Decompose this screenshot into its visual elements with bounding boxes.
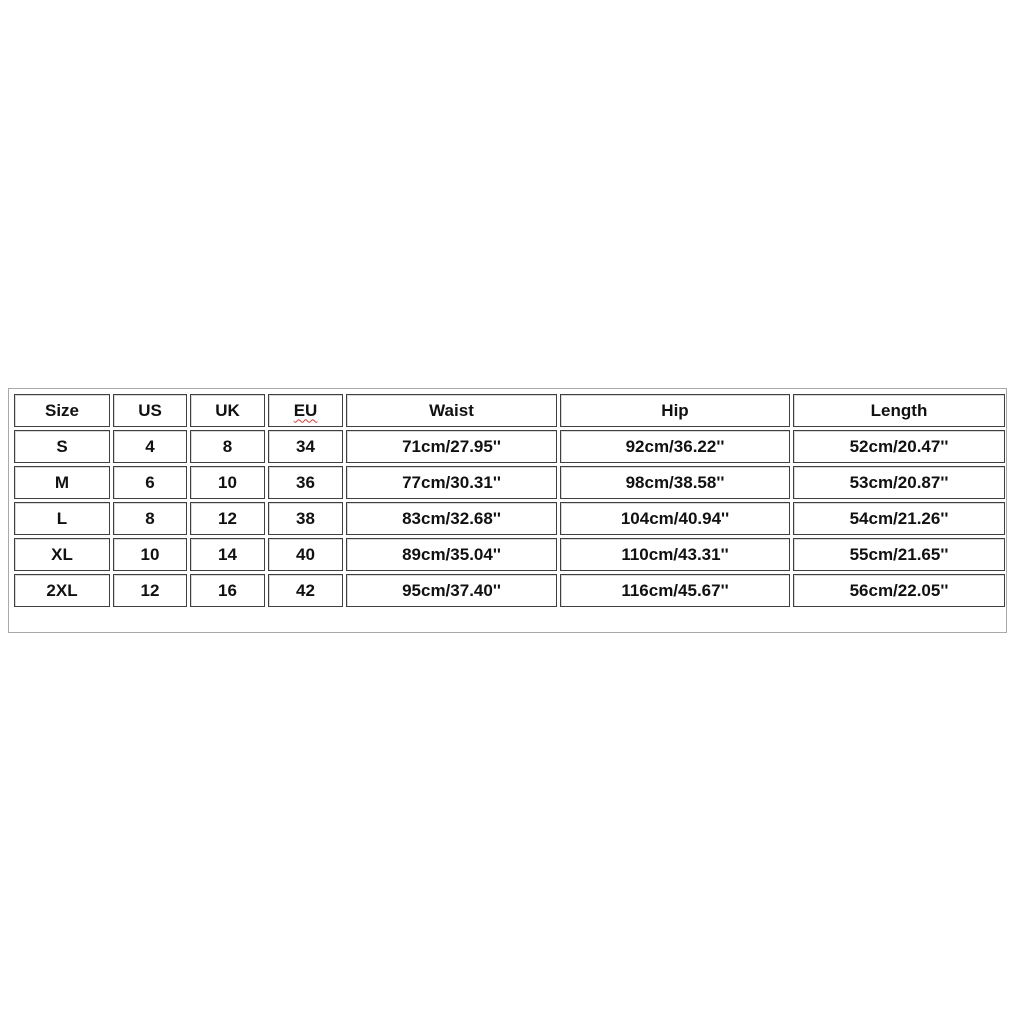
table-cell: 34 [268,430,343,463]
size-table [11,391,1008,610]
header-cell-length: Length [793,394,1005,427]
table-cell: 40 [268,538,343,571]
table-cell: 116cm/45.67'' [560,574,790,607]
table-cell: 38 [268,502,343,535]
table-cell: 104cm/40.94'' [560,502,790,535]
table-cell: 42 [268,574,343,607]
table-cell: 77cm/30.31'' [346,466,557,499]
table-cell: 110cm/43.31'' [560,538,790,571]
size-chart [8,388,1007,633]
table-cell: 36 [268,466,343,499]
header-cell-us: US [113,394,187,427]
table-cell: L [14,502,110,535]
table-cell: 89cm/35.04'' [346,538,557,571]
table-cell: 2XL [14,574,110,607]
header-cell-waist: Waist [346,394,557,427]
table-cell: 92cm/36.22'' [560,430,790,463]
header-cell-hip: Hip [560,394,790,427]
table-cell: 56cm/22.05'' [793,574,1005,607]
table-cell: 14 [190,538,265,571]
table-cell: 98cm/38.58'' [560,466,790,499]
table-cell: XL [14,538,110,571]
table-cell: 4 [113,430,187,463]
table-cell: 54cm/21.26'' [793,502,1005,535]
table-row [14,538,1005,571]
header-row [14,394,1005,427]
table-cell: 83cm/32.68'' [346,502,557,535]
table-cell: 55cm/21.65'' [793,538,1005,571]
table-cell: 16 [190,574,265,607]
table-cell: 10 [190,466,265,499]
table-cell: M [14,466,110,499]
table-cell: 12 [190,502,265,535]
table-cell: 53cm/20.87'' [793,466,1005,499]
table-row [14,466,1005,499]
table-row [14,502,1005,535]
table-row [14,430,1005,463]
table-row [14,574,1005,607]
header-label-eu: EU [293,400,318,420]
table-cell: 52cm/20.47'' [793,430,1005,463]
header-cell-uk: UK [190,394,265,427]
header-cell-eu [268,394,343,427]
table-cell: 8 [190,430,265,463]
table-cell: 10 [113,538,187,571]
table-cell: 71cm/27.95'' [346,430,557,463]
table-cell: 8 [113,502,187,535]
table-cell: S [14,430,110,463]
table-cell: 95cm/37.40'' [346,574,557,607]
table-cell: 12 [113,574,187,607]
table-cell: 6 [113,466,187,499]
header-cell-size: Size [14,394,110,427]
